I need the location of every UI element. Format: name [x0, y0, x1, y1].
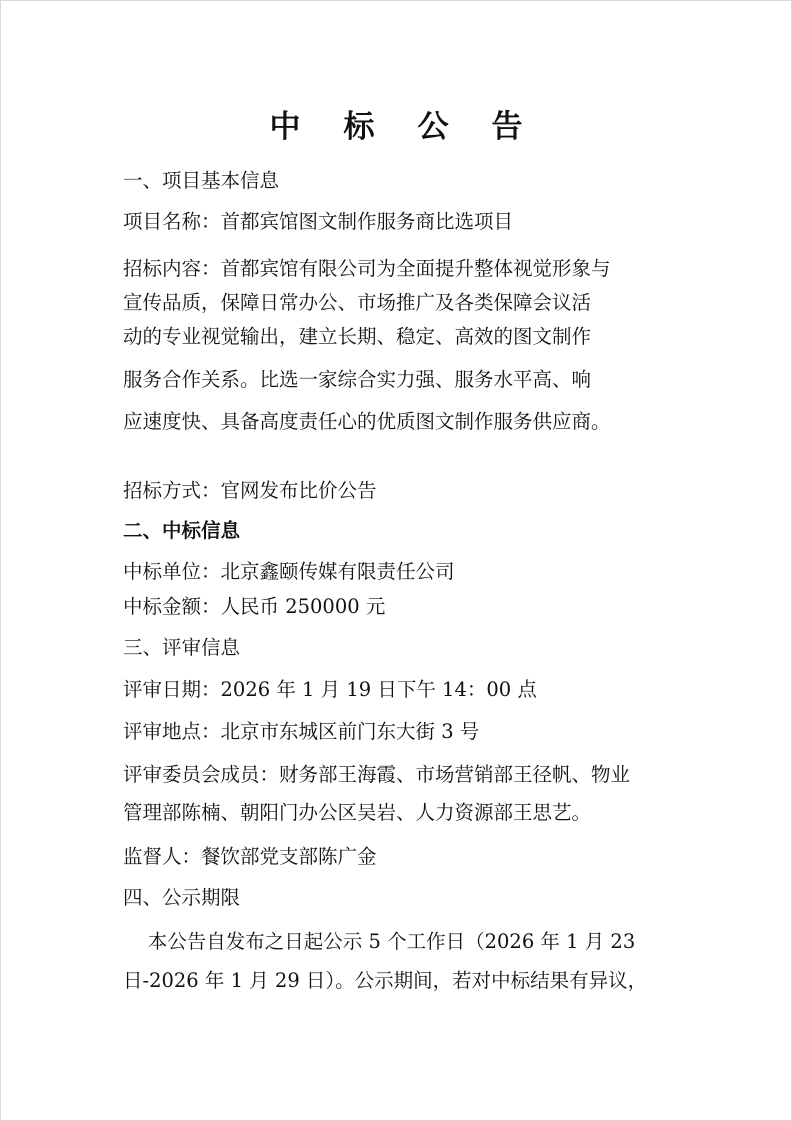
- content-line-3: 动的专业视觉输出，建立长期、稳定、高效的图文制作: [123, 325, 592, 348]
- notice-line-2: 日-2026 年 1 月 29 日）。公示期间，若对中标结果有异议，: [123, 969, 648, 992]
- section2-heading: 二、中标信息: [123, 519, 241, 542]
- content-line-4: 服务合作关系。比选一家综合实力强、服务水平高、响: [123, 368, 592, 391]
- review-date: 评审日期：2026 年 1 月 19 日下午 14：00 点: [123, 678, 537, 701]
- content-line-1: 招标内容：首都宾馆有限公司为全面提升整体视觉形象与: [123, 257, 611, 280]
- section1-heading: 一、项目基本信息: [123, 169, 280, 192]
- winning-unit: 中标单位：北京鑫颐传媒有限责任公司: [123, 560, 455, 583]
- notice-line-1: 本公告自发布之日起公示 5 个工作日（2026 年 1 月 23: [123, 930, 636, 953]
- bidding-method: 招标方式：官网发布比价公告: [123, 479, 377, 502]
- section3-heading: 三、评审信息: [123, 636, 241, 659]
- project-name: 项目名称：首都宾馆图文制作服务商比选项目: [123, 210, 514, 233]
- committee-line-2: 管理部陈楠、朝阳门办公区吴岩、人力资源部王思艺。: [123, 801, 592, 824]
- winning-amount: 中标金额：人民币 250000 元: [123, 595, 386, 618]
- section4-heading: 四、公示期限: [123, 886, 241, 909]
- document-title: 中 标 公 告: [269, 109, 539, 145]
- supervisor: 监督人：餐饮部党支部陈广金: [123, 845, 377, 868]
- content-line-5: 应速度快、具备高度责任心的优质图文制作服务供应商。: [123, 410, 611, 433]
- committee-line-1: 评审委员会成员：财务部王海霞、市场营销部王径帆、物业: [123, 763, 631, 786]
- review-location: 评审地点：北京市东城区前门东大街 3 号: [123, 720, 480, 743]
- content-line-2: 宣传品质，保障日常办公、市场推广及各类保障会议活: [123, 291, 592, 314]
